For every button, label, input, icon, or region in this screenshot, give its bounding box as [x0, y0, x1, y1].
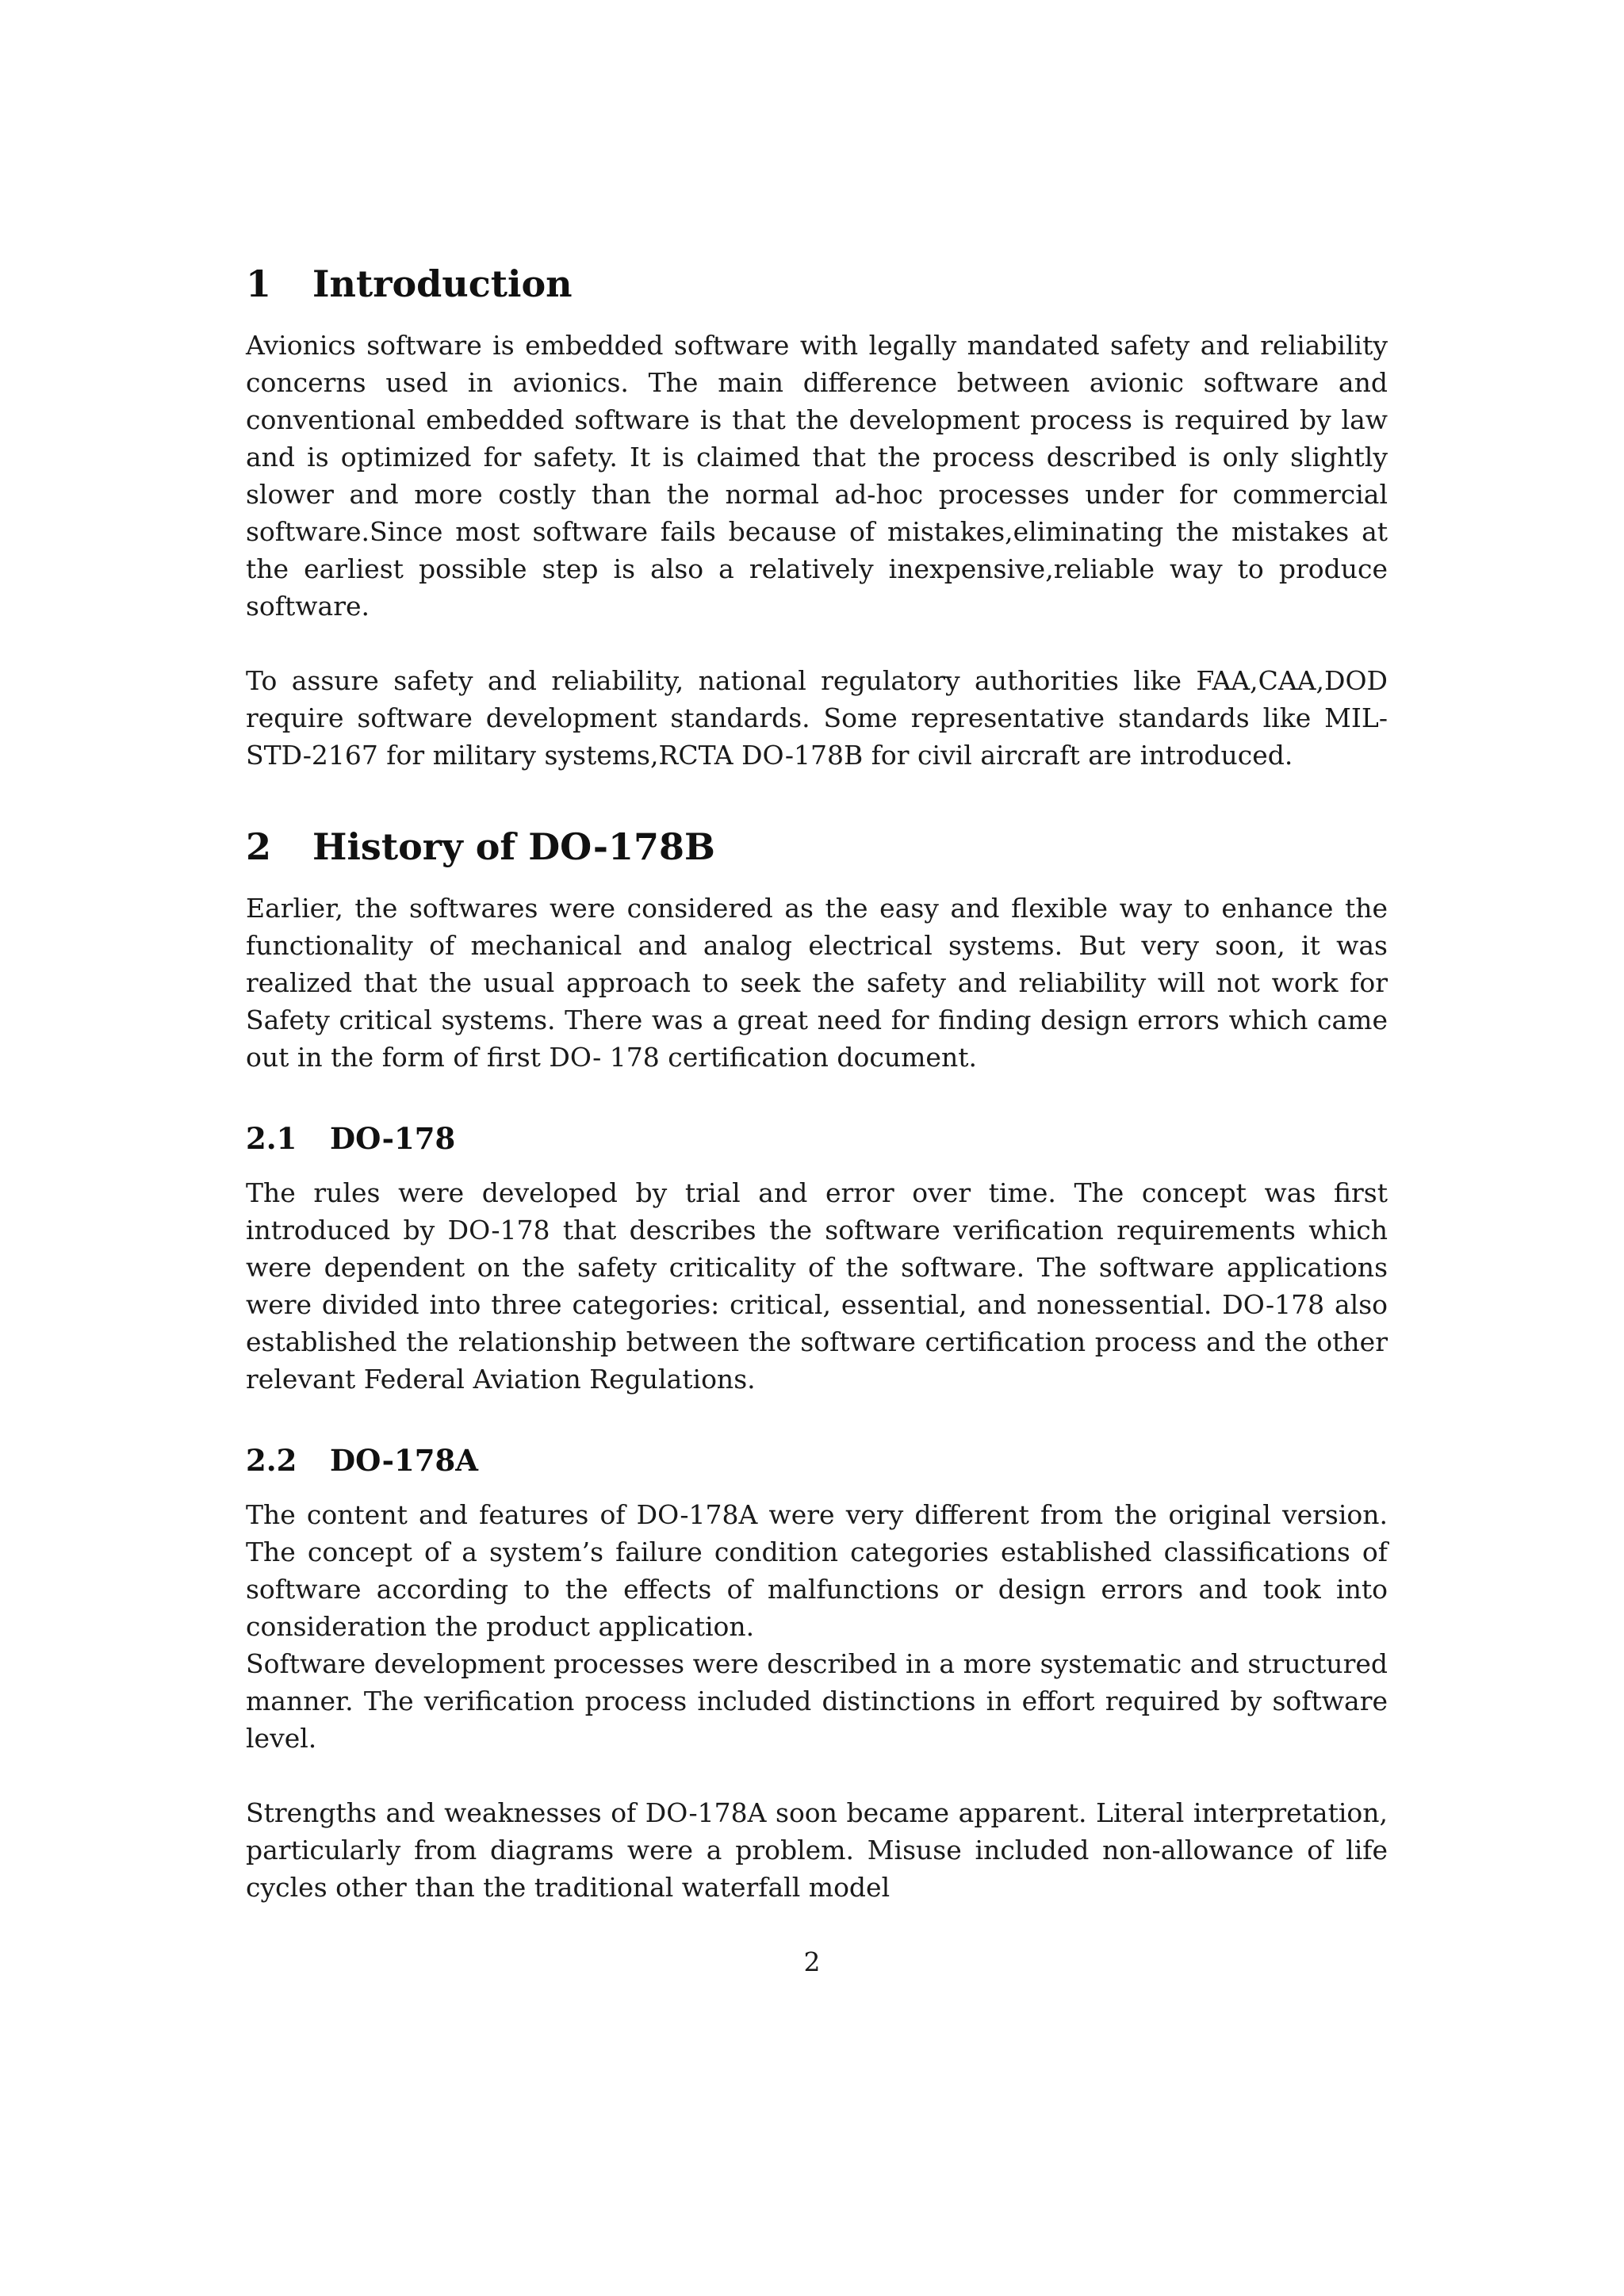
section-number: 2 [246, 825, 272, 868]
section-heading-history [246, 825, 1388, 869]
do178a-paragraph-1: The content and features of DO-178A were very different from the original version. The concept of a system’s failure condition categories established classifications of software according to the effects of malfunctions or design errors and took into consideration the product application. [246, 1499, 1388, 1642]
subsection-number: 2.2 [246, 1443, 297, 1478]
do178a-paragraph-3: Strengths and weaknesses of DO-178A soon became apparent. Literal interpretation, particularly from diagrams were a problem. Misuse included non-allowance of life cycles other than the traditional waterfall model [246, 1797, 1388, 1903]
subsection-title: DO-178A [330, 1443, 478, 1478]
subsection-heading-do178 [246, 1120, 1388, 1157]
introduction-paragraph-2: To assure safety and reliability, national regulatory authorities like FAA,CAA,DOD require software development standards. Some representative standards like MIL-STD-2167 for military systems,RCTA DO-178B for civil aircraft are introduced. [246, 665, 1388, 771]
introduction-paragraph-1: Avionics software is embedded software with legally mandated safety and reliability concerns used in avionics. The main difference between avionic software and conventional embedded software is that the development process is required by law and is optimized for safety. It is claimed that the process described is only slightly slower and more costly than the normal ad-hoc processes under for commercial software.Since most software fails because of mistakes,eliminating the mistakes at the earliest possible step is also a relatively inexpensive,reliable way to produce software. [246, 330, 1388, 622]
section-title: Introduction [312, 262, 573, 305]
do178a-paragraph-2: Software development processes were described in a more systematic and structured manner. The verification process included distinctions in effort required by software level. [246, 1648, 1388, 1754]
do178-paragraph-1: The rules were developed by trial and error over time. The concept was first introduced by DO-178 that describes the software verification requirements which were dependent on the safety criticality of the software. The software applications were divided into three categories: critical, essential, and nonessential. DO-178 also established the relationship between the software certification process and the other relevant Federal Aviation Regulations. [246, 1177, 1388, 1395]
page-number: 2 [803, 1946, 821, 1977]
section-title: History of DO-178B [312, 825, 715, 868]
subsection-title: DO-178 [330, 1121, 456, 1156]
page-content [246, 262, 1388, 1906]
section-number: 1 [246, 262, 272, 305]
subsection-number: 2.1 [246, 1121, 297, 1156]
history-paragraph-1: Earlier, the softwares were considered as the easy and flexible way to enhance the functionality of mechanical and analog electrical systems. But very soon, it was realized that the usual approach to seek the safety and reliability will not work for Safety critical systems. There was a great need for finding design errors which came out in the form of first DO- 178 certification document. [246, 893, 1388, 1073]
subsection-heading-do178a [246, 1442, 1388, 1479]
section-heading-introduction [246, 262, 1388, 306]
